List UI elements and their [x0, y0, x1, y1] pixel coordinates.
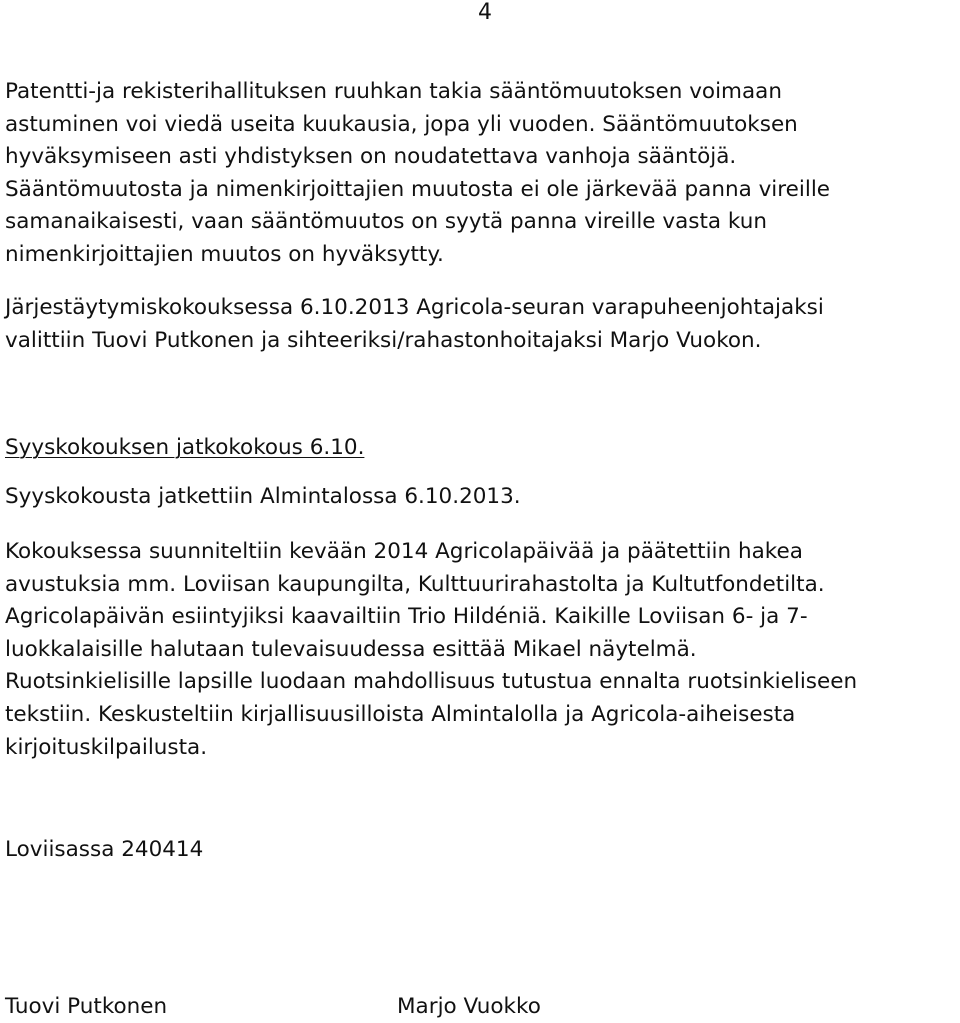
paragraph-line: valittiin Tuovi Putkonen ja sihteeriksi/rahastonhoitajaksi Marjo Vuokon.	[5, 327, 762, 353]
paragraph-line: Syyskokousta jatkettiin Almintalossa 6.10.2013.	[5, 484, 521, 509]
paragraph-line: hyväksymiseen asti yhdistyksen on noudatettava vanhoja sääntöjä.	[5, 144, 737, 170]
page-number: 4	[478, 0, 492, 25]
paragraph-line: avustuksia mm. Loviisan kaupungilta, Kulttuurirahastolta ja Kultutfondetilta.	[5, 571, 825, 597]
paragraph-organizing-meeting	[5, 292, 960, 357]
paragraph-line: kirjoituskilpailusta.	[5, 734, 208, 760]
paragraph-line: astuminen voi viedä useita kuukausia, jopa yli vuoden. Sääntömuutoksen	[5, 111, 798, 137]
paragraph-agricola-day-plans	[5, 536, 960, 764]
paragraph-line: nimenkirjoittajien muutos on hyväksytty.	[5, 241, 444, 267]
place-and-date: Loviisassa 240414	[5, 837, 204, 862]
paragraph-line: Sääntömuutosta ja nimenkirjoittajien muutosta ei ole järkevää panna vireille	[5, 176, 831, 202]
section-heading: Syyskokouksen jatkokokous 6.10.	[5, 435, 365, 460]
paragraph-line: Järjestäytymiskokouksessa 6.10.2013 Agricola-seuran varapuheenjohtajaksi	[5, 295, 824, 320]
paragraph-registration-delay	[5, 76, 960, 272]
paragraph-line: Ruotsinkielisille lapsille luodaan mahdollisuus tutustua ennalta ruotsinkieliseen	[5, 669, 858, 695]
signature-name: Marjo Vuokko	[397, 994, 541, 1019]
paragraph-line: tekstiin. Keskusteltiin kirjallisuusilloista Almintalolla ja Agricola-aiheisesta	[5, 701, 796, 727]
paragraph-line: Kokouksessa suunniteltiin kevään 2014 Agricolapäivää ja päätettiin hakea	[5, 539, 803, 564]
paragraph-meeting-continued	[5, 481, 960, 514]
paragraph-line: Patentti-ja rekisterihallituksen ruuhkan takia sääntömuutoksen voimaan	[5, 79, 782, 104]
paragraph-line: samanaikaisesti, vaan sääntömuutos on syytä panna vireille vasta kun	[5, 209, 767, 235]
paragraph-line: Agricolapäivän esiintyjiksi kaavailtiin Trio Hildéniä. Kaikille Loviisan 6- ja 7-	[5, 604, 808, 630]
signature-name: Tuovi Putkonen	[5, 994, 168, 1019]
paragraph-line: luokkalaisille halutaan tulevaisuudessa esittää Mikael näytelmä.	[5, 636, 697, 662]
